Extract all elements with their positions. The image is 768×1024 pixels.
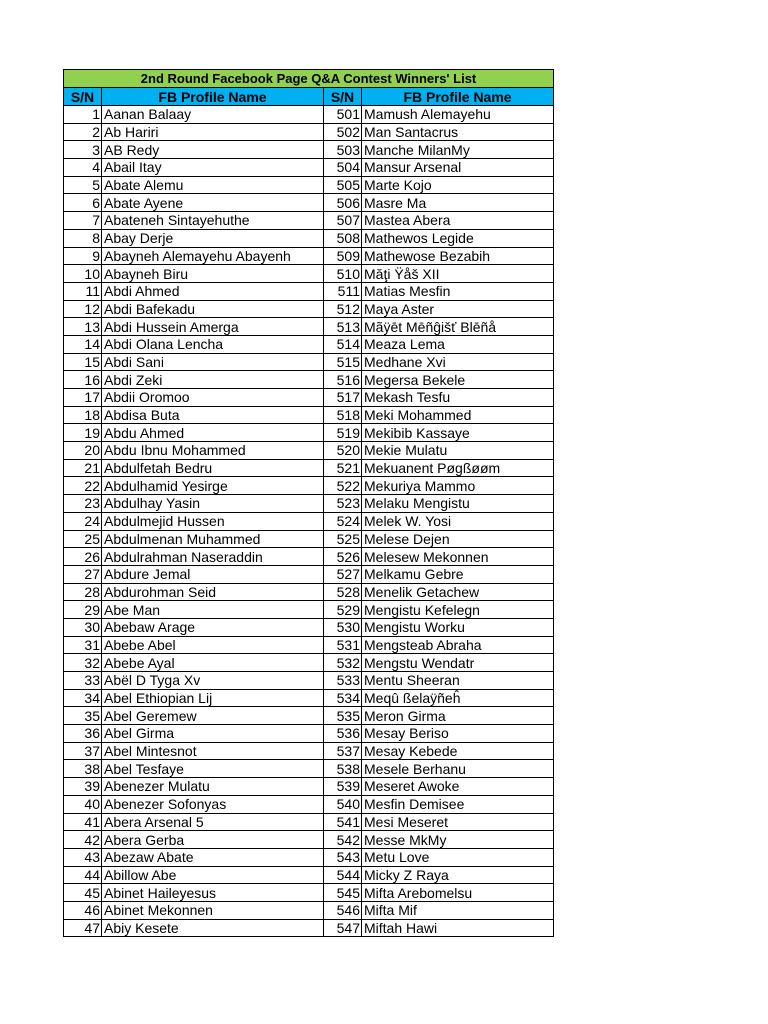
serial-number-right: 509 — [324, 247, 362, 265]
profile-name-left: AB Redy — [102, 141, 324, 159]
table-row — [64, 530, 554, 548]
serial-number-right: 506 — [324, 194, 362, 212]
serial-number-right: 519 — [324, 424, 362, 442]
serial-number-right: 528 — [324, 583, 362, 601]
serial-number-left: 18 — [64, 406, 102, 424]
profile-name-left: Abdu Ahmed — [102, 424, 324, 442]
serial-number-right: 508 — [324, 229, 362, 247]
serial-number-right: 547 — [324, 919, 362, 937]
profile-name-left: Abate Ayene — [102, 194, 324, 212]
profile-name-right: Meseret Awoke — [362, 778, 554, 796]
profile-name-left: Abdi Hussein Amerga — [102, 318, 324, 336]
serial-number-right: 537 — [324, 742, 362, 760]
profile-name-right: Mãÿēt Mēñĝišť Blēñå — [362, 318, 554, 336]
profile-name-right: Metu Love — [362, 848, 554, 866]
serial-number-right: 522 — [324, 477, 362, 495]
profile-name-right: Melese Dejen — [362, 530, 554, 548]
serial-number-left: 15 — [64, 353, 102, 371]
profile-name-left: Abdi Zeki — [102, 371, 324, 389]
serial-number-left: 30 — [64, 618, 102, 636]
serial-number-right: 505 — [324, 176, 362, 194]
profile-name-right: Măţi Ÿåš ΧΙΙ — [362, 265, 554, 283]
profile-name-left: Abdisa Buta — [102, 406, 324, 424]
serial-number-right: 518 — [324, 406, 362, 424]
table-row — [64, 512, 554, 530]
table-row — [64, 672, 554, 690]
profile-name-left: Abdure Jemal — [102, 565, 324, 583]
profile-name-right: Mesele Berhanu — [362, 760, 554, 778]
table-row — [64, 106, 554, 124]
profile-name-right: Medhane Xvi — [362, 353, 554, 371]
serial-number-left: 21 — [64, 459, 102, 477]
serial-number-left: 13 — [64, 318, 102, 336]
table-row — [64, 689, 554, 707]
serial-number-right: 534 — [324, 689, 362, 707]
table-row — [64, 265, 554, 283]
serial-number-left: 37 — [64, 742, 102, 760]
serial-number-left: 34 — [64, 689, 102, 707]
serial-number-right: 543 — [324, 848, 362, 866]
profile-name-right: Mekash Tesfu — [362, 389, 554, 407]
serial-number-left: 8 — [64, 229, 102, 247]
profile-name-left: Abel Girma — [102, 725, 324, 743]
profile-name-left: Ab Hariri — [102, 123, 324, 141]
profile-name-left: Abayneh Biru — [102, 265, 324, 283]
profile-name-right: Mentu Sheeran — [362, 672, 554, 690]
profile-name-left: Abdi Olana Lencha — [102, 335, 324, 353]
serial-number-left: 22 — [64, 477, 102, 495]
serial-number-right: 532 — [324, 654, 362, 672]
table-row — [64, 778, 554, 796]
serial-number-left: 42 — [64, 831, 102, 849]
profile-name-left: Abenezer Mulatu — [102, 778, 324, 796]
serial-number-right: 502 — [324, 123, 362, 141]
table-row — [64, 742, 554, 760]
serial-number-right: 538 — [324, 760, 362, 778]
table-row — [64, 866, 554, 884]
profile-name-left: Abel Ethiopian Lij — [102, 689, 324, 707]
serial-number-left: 11 — [64, 282, 102, 300]
profile-name-right: Micky Z Raya — [362, 866, 554, 884]
serial-number-right: 540 — [324, 795, 362, 813]
serial-number-left: 5 — [64, 176, 102, 194]
profile-name-left: Abay Derje — [102, 229, 324, 247]
profile-name-left: Abdulrahman Naseraddin — [102, 548, 324, 566]
serial-number-right: 524 — [324, 512, 362, 530]
serial-number-right: 531 — [324, 636, 362, 654]
serial-number-left: 20 — [64, 442, 102, 460]
profile-name-left: Abinet Haileyesus — [102, 884, 324, 902]
table-row — [64, 636, 554, 654]
serial-number-left: 12 — [64, 300, 102, 318]
profile-name-right: Mifta Mif — [362, 901, 554, 919]
serial-number-right: 516 — [324, 371, 362, 389]
profile-name-right: Mekuanent Pøgßøøm — [362, 459, 554, 477]
table-row — [64, 795, 554, 813]
serial-number-right: 520 — [324, 442, 362, 460]
table-row — [64, 848, 554, 866]
profile-name-left: Abdulhamid Yesirge — [102, 477, 324, 495]
profile-name-left: Abebaw Arage — [102, 618, 324, 636]
profile-name-right: Mesay Kebede — [362, 742, 554, 760]
serial-number-right: 527 — [324, 565, 362, 583]
serial-number-left: 41 — [64, 813, 102, 831]
profile-name-left: Abezaw Abate — [102, 848, 324, 866]
profile-name-left: Abël D Tyga Xv — [102, 672, 324, 690]
serial-number-left: 36 — [64, 725, 102, 743]
profile-name-right: Mesay Beriso — [362, 725, 554, 743]
profile-name-right: Menelik Getachew — [362, 583, 554, 601]
serial-number-right: 511 — [324, 282, 362, 300]
profile-name-left: Abdu Ibnu Mohammed — [102, 442, 324, 460]
table-row — [64, 424, 554, 442]
profile-name-left: Abiy Kesete — [102, 919, 324, 937]
profile-name-left: Abebe Abel — [102, 636, 324, 654]
serial-number-left: 47 — [64, 919, 102, 937]
table-row — [64, 495, 554, 513]
serial-number-left: 45 — [64, 884, 102, 902]
table-row — [64, 247, 554, 265]
serial-number-right: 542 — [324, 831, 362, 849]
table-row — [64, 477, 554, 495]
table-row — [64, 919, 554, 937]
serial-number-left: 7 — [64, 212, 102, 230]
table-row — [64, 901, 554, 919]
table-row — [64, 194, 554, 212]
serial-number-left: 39 — [64, 778, 102, 796]
serial-number-left: 6 — [64, 194, 102, 212]
profile-name-left: Abdulfetah Bedru — [102, 459, 324, 477]
serial-number-left: 38 — [64, 760, 102, 778]
table-row — [64, 813, 554, 831]
table-row — [64, 141, 554, 159]
table-row — [64, 282, 554, 300]
serial-number-left: 25 — [64, 530, 102, 548]
serial-number-left: 27 — [64, 565, 102, 583]
serial-number-left: 26 — [64, 548, 102, 566]
profile-name-right: Melaku Mengistu — [362, 495, 554, 513]
profile-name-right: Mastea Abera — [362, 212, 554, 230]
serial-number-left: 16 — [64, 371, 102, 389]
header-sn-left: S/N — [64, 88, 102, 106]
serial-number-left: 10 — [64, 265, 102, 283]
profile-name-right: Mekibib Kassaye — [362, 424, 554, 442]
profile-name-left: Abail Itay — [102, 159, 324, 177]
serial-number-right: 517 — [324, 389, 362, 407]
serial-number-right: 533 — [324, 672, 362, 690]
profile-name-left: Aanan Balaay — [102, 106, 324, 124]
table-row — [64, 618, 554, 636]
serial-number-right: 510 — [324, 265, 362, 283]
profile-name-right: Maya Aster — [362, 300, 554, 318]
profile-name-right: Messe MkMy — [362, 831, 554, 849]
serial-number-left: 40 — [64, 795, 102, 813]
table-row — [64, 318, 554, 336]
table-row — [64, 229, 554, 247]
profile-name-left: Abenezer Sofonyas — [102, 795, 324, 813]
profile-name-right: Marte Kojo — [362, 176, 554, 194]
profile-name-right: Mengstu Wendatr — [362, 654, 554, 672]
profile-name-right: Meaza Lema — [362, 335, 554, 353]
profile-name-left: Abdi Sani — [102, 353, 324, 371]
profile-name-right: Miftah Hawi — [362, 919, 554, 937]
serial-number-right: 514 — [324, 335, 362, 353]
table-row — [64, 707, 554, 725]
profile-name-right: Meron Girma — [362, 707, 554, 725]
serial-number-right: 536 — [324, 725, 362, 743]
serial-number-right: 523 — [324, 495, 362, 513]
profile-name-right: Man Santacrus — [362, 123, 554, 141]
serial-number-right: 503 — [324, 141, 362, 159]
profile-name-right: Matias Mesfin — [362, 282, 554, 300]
table-row — [64, 831, 554, 849]
profile-name-right: Melkamu Gebre — [362, 565, 554, 583]
serial-number-right: 512 — [324, 300, 362, 318]
table-row — [64, 583, 554, 601]
serial-number-right: 515 — [324, 353, 362, 371]
table-row — [64, 123, 554, 141]
table-row — [64, 353, 554, 371]
profile-name-right: Masre Ma — [362, 194, 554, 212]
serial-number-left: 35 — [64, 707, 102, 725]
table-row — [64, 884, 554, 902]
serial-number-right: 501 — [324, 106, 362, 124]
serial-number-right: 521 — [324, 459, 362, 477]
serial-number-left: 2 — [64, 123, 102, 141]
serial-number-left: 3 — [64, 141, 102, 159]
profile-name-left: Abinet Mekonnen — [102, 901, 324, 919]
winners-table — [63, 69, 554, 937]
profile-name-right: Mansur Arsenal — [362, 159, 554, 177]
serial-number-left: 46 — [64, 901, 102, 919]
profile-name-right: Megersa Bekele — [362, 371, 554, 389]
table-row — [64, 406, 554, 424]
serial-number-left: 33 — [64, 672, 102, 690]
profile-name-right: Mengistu Worku — [362, 618, 554, 636]
serial-number-left: 23 — [64, 495, 102, 513]
profile-name-left: Abel Tesfaye — [102, 760, 324, 778]
profile-name-right: Manche MilanMy — [362, 141, 554, 159]
profile-name-right: Mifta Arebomelsu — [362, 884, 554, 902]
profile-name-left: Abdulhay Yasin — [102, 495, 324, 513]
serial-number-left: 29 — [64, 601, 102, 619]
profile-name-left: Abdulmejid Hussen — [102, 512, 324, 530]
serial-number-left: 19 — [64, 424, 102, 442]
profile-name-right: Melesew Mekonnen — [362, 548, 554, 566]
serial-number-right: 535 — [324, 707, 362, 725]
table-row — [64, 459, 554, 477]
profile-name-left: Abel Geremew — [102, 707, 324, 725]
profile-name-left: Abera Arsenal 5 — [102, 813, 324, 831]
profile-name-right: Mengsteab Abraha — [362, 636, 554, 654]
profile-name-right: Melek W. Yosi — [362, 512, 554, 530]
profile-name-right: Mengistu Kefelegn — [362, 601, 554, 619]
profile-name-left: Abdii Oromoo — [102, 389, 324, 407]
serial-number-left: 24 — [64, 512, 102, 530]
table-row — [64, 548, 554, 566]
table-row — [64, 371, 554, 389]
profile-name-left: Abdulmenan Muhammed — [102, 530, 324, 548]
serial-number-right: 544 — [324, 866, 362, 884]
profile-name-left: Abel Mintesnot — [102, 742, 324, 760]
profile-name-right: Mesi Meseret — [362, 813, 554, 831]
profile-name-left: Abebe Ayal — [102, 654, 324, 672]
serial-number-left: 28 — [64, 583, 102, 601]
table-row — [64, 159, 554, 177]
serial-number-left: 32 — [64, 654, 102, 672]
header-row — [64, 88, 554, 106]
serial-number-right: 526 — [324, 548, 362, 566]
profile-name-left: Abateneh Sintayehuthe — [102, 212, 324, 230]
table-title: 2nd Round Facebook Page Q&A Contest Winners' List — [64, 70, 554, 88]
table-row — [64, 565, 554, 583]
table-row — [64, 389, 554, 407]
profile-name-left: Abdurohman Seid — [102, 583, 324, 601]
table-row — [64, 760, 554, 778]
serial-number-left: 31 — [64, 636, 102, 654]
serial-number-right: 525 — [324, 530, 362, 548]
profile-name-left: Abate Alemu — [102, 176, 324, 194]
table-row — [64, 176, 554, 194]
serial-number-right: 539 — [324, 778, 362, 796]
table-row — [64, 442, 554, 460]
serial-number-right: 504 — [324, 159, 362, 177]
serial-number-left: 43 — [64, 848, 102, 866]
serial-number-left: 17 — [64, 389, 102, 407]
serial-number-right: 541 — [324, 813, 362, 831]
serial-number-left: 4 — [64, 159, 102, 177]
profile-name-right: Mekie Mulatu — [362, 442, 554, 460]
serial-number-left: 14 — [64, 335, 102, 353]
profile-name-right: Mathewose Bezabih — [362, 247, 554, 265]
header-sn-right: S/N — [324, 88, 362, 106]
profile-name-left: Abdi Ahmed — [102, 282, 324, 300]
profile-name-left: Abillow Abe — [102, 866, 324, 884]
profile-name-right: Meki Mohammed — [362, 406, 554, 424]
serial-number-left: 1 — [64, 106, 102, 124]
table-row — [64, 601, 554, 619]
profile-name-left: Abayneh Alemayehu Abayenh — [102, 247, 324, 265]
table-row — [64, 212, 554, 230]
profile-name-right: Mamush Alemayehu — [362, 106, 554, 124]
profile-name-right: Mathewos Legide — [362, 229, 554, 247]
header-name-right: FB Profile Name — [362, 88, 554, 106]
table-row — [64, 335, 554, 353]
serial-number-right: 530 — [324, 618, 362, 636]
serial-number-right: 507 — [324, 212, 362, 230]
profile-name-left: Abe Man — [102, 601, 324, 619]
title-row — [64, 70, 554, 88]
table-row — [64, 654, 554, 672]
profile-name-right: Mekuriya Mammo — [362, 477, 554, 495]
serial-number-left: 9 — [64, 247, 102, 265]
header-name-left: FB Profile Name — [102, 88, 324, 106]
serial-number-right: 513 — [324, 318, 362, 336]
serial-number-left: 44 — [64, 866, 102, 884]
serial-number-right: 529 — [324, 601, 362, 619]
serial-number-right: 546 — [324, 901, 362, 919]
profile-name-right: Mesfin Demisee — [362, 795, 554, 813]
serial-number-right: 545 — [324, 884, 362, 902]
profile-name-right: Meqû ßelaÿñeĥ — [362, 689, 554, 707]
table-row — [64, 725, 554, 743]
profile-name-left: Abera Gerba — [102, 831, 324, 849]
profile-name-left: Abdi Bafekadu — [102, 300, 324, 318]
table-row — [64, 300, 554, 318]
